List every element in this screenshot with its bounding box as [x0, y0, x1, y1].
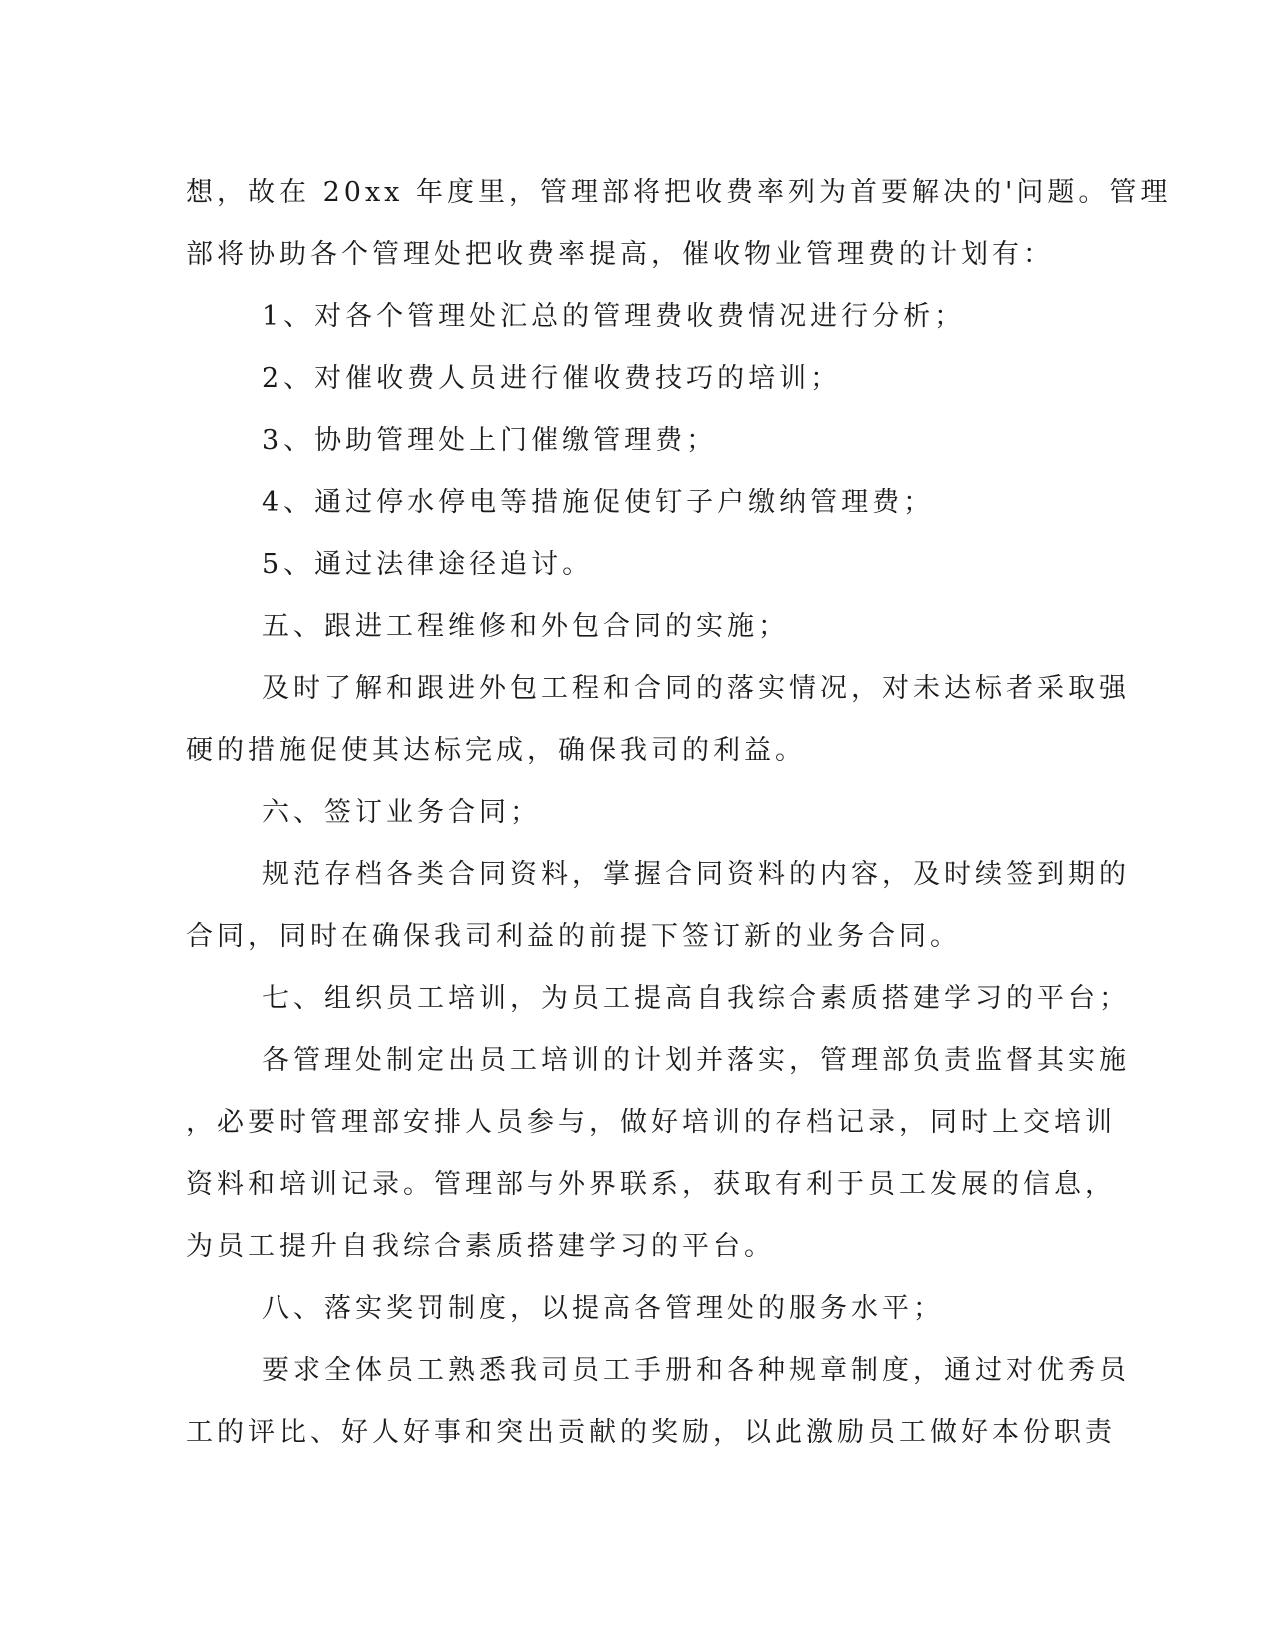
list-item: 2、对催收费人员进行催收费技巧的培训； [262, 363, 842, 394]
text-line: 规范存档各类合同资料，掌握合同资料的内容，及时续签到期的 [262, 859, 1130, 890]
text-line: 想，故在 20xx 年度里，管理部将把收费率列为首要解决的'问题。管理 [186, 177, 1172, 208]
text-line: 合同，同时在确保我司利益的前提下签订新的业务合同。 [186, 921, 961, 952]
section-heading: 五、跟进工程维修和外包合同的实施； [262, 611, 789, 642]
text-line: 为员工提升自我综合素质搭建学习的平台。 [186, 1231, 775, 1262]
list-item: 3、协助管理处上门催缴管理费； [262, 425, 718, 456]
list-item: 1、对各个管理处汇总的管理费收费情况进行分析； [262, 301, 966, 332]
text-line: 资料和培训记录。管理部与外界联系，获取有利于员工发展的信息， [186, 1169, 1116, 1200]
text-line: ，必要时管理部安排人员参与，做好培训的存档记录，同时上交培训 [186, 1107, 1116, 1138]
text-line: 要求全体员工熟悉我司员工手册和各种规章制度，通过对优秀员 [262, 1355, 1130, 1386]
text-line: 部将协助各个管理处把收费率提高，催收物业管理费的计划有： [186, 239, 1054, 270]
text-line: 硬的措施促使其达标完成，确保我司的利益。 [186, 735, 806, 766]
section-heading: 八、落实奖罚制度，以提高各管理处的服务水平； [262, 1293, 944, 1324]
text-line: 工的评比、好人好事和突出贡献的奖励，以此激励员工做好本份职责 [186, 1417, 1116, 1448]
text-line: 及时了解和跟进外包工程和合同的落实情况，对未达标者采取强 [262, 673, 1130, 704]
list-item: 4、通过停水停电等措施促使钉子户缴纳管理费； [262, 487, 935, 518]
section-heading: 六、签订业务合同； [262, 797, 541, 828]
section-heading: 七、组织员工培训，为员工提高自我综合素质搭建学习的平台； [262, 983, 1130, 1014]
list-item: 5、通过法律途径追讨。 [262, 549, 594, 580]
text-line: 各管理处制定出员工培训的计划并落实，管理部负责监督其实施 [262, 1045, 1130, 1076]
document-body [186, 162, 1172, 1464]
